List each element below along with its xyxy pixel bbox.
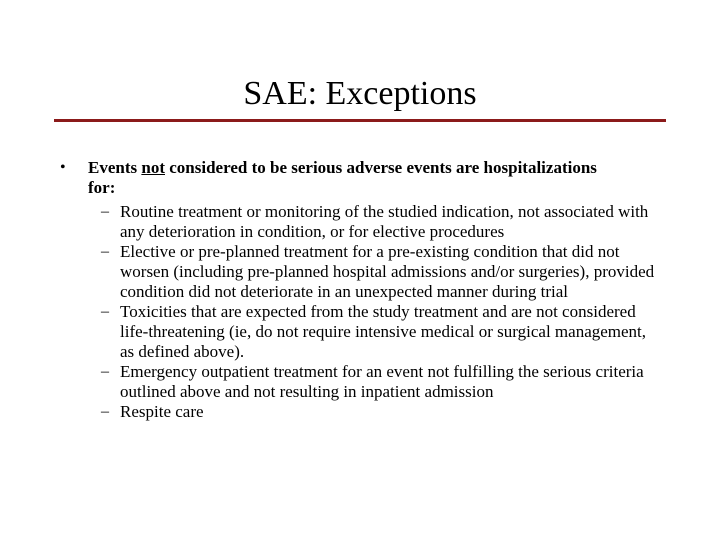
sub-bullet-item [0,402,720,422]
sub-bullet-item [0,302,720,362]
bullet-marker: • [60,159,66,176]
main-bullet-emphasis: not [141,158,165,177]
sub-bullet-dash: – [101,203,109,220]
main-bullet-text-before: Events [88,158,142,177]
sub-bullet-text: Toxicities that are expected from the study treatment and are not considered life-threatening (ie, do not require intensive medical or surgical management, as defined above). [120,302,647,361]
sub-bullet-text: Elective or pre-planned treatment for a pre-existing condition that did not worsen (including pre-planned hospital admissions and/or surgeries), provided condition did not deteriorate in an unexpected manner during trial [120,242,655,301]
sub-bullet-dash: – [101,363,109,380]
main-bullet-text [88,158,608,198]
sub-bullet-dash: – [101,303,109,320]
sub-bullet-item [0,202,720,242]
sub-bullet-text: Emergency outpatient treatment for an event not fulfilling the serious criteria outlined above and not resulting in inpatient admission [120,362,644,401]
sub-bullet-dash: – [101,243,109,260]
sub-bullet-item [0,362,720,402]
sub-bullet-text: Respite care [120,402,204,421]
title-divider [54,119,666,122]
sub-bullet-list [0,202,720,422]
main-bullet-text-after: considered to be serious adverse events are hospitalizations for: [88,158,597,197]
slide-title: SAE: Exceptions [243,75,477,112]
sub-bullet-text: Routine treatment or monitoring of the studied indication, not associated with any deterioration in condition, or for elective procedures [120,202,649,241]
sub-bullet-dash: – [101,403,109,420]
sub-bullet-item [0,242,720,302]
